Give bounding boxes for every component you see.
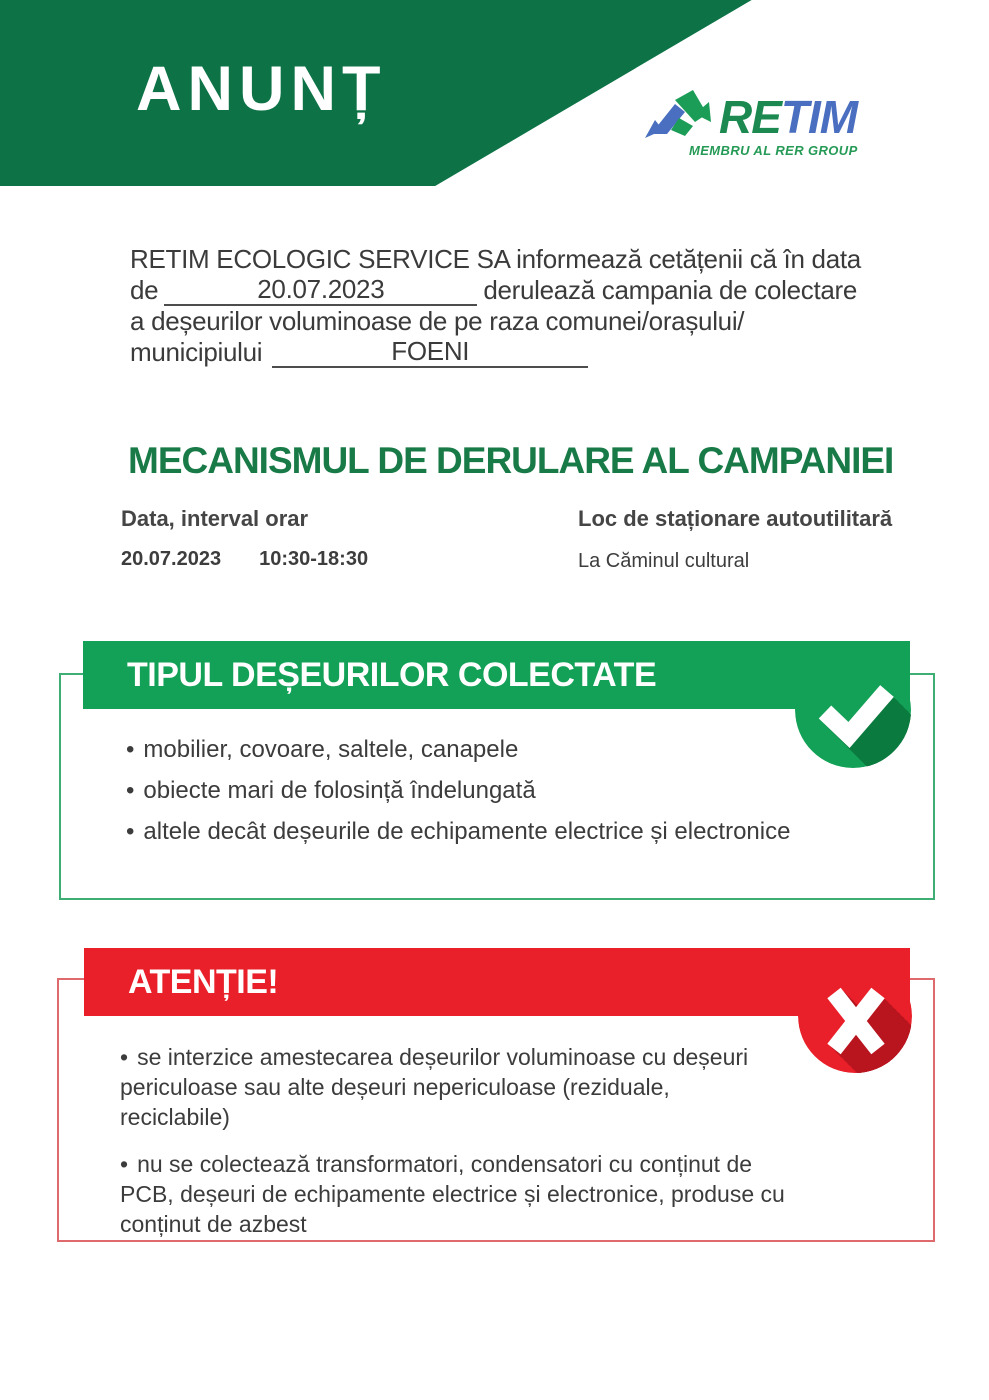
intro-line-4 <box>130 337 920 368</box>
intro-de-label: de <box>130 275 159 305</box>
date-blank-field: 20.07.2023 <box>164 275 477 306</box>
intro-line-2-rest: derulează campania de colectare <box>483 275 858 305</box>
attention-heading: ATENȚIE! <box>128 962 279 1001</box>
section-heading-mechanism: MECANISMUL DE DERULARE AL CAMPANIEI <box>128 440 894 481</box>
city-blank-field: FOENI <box>272 337 588 368</box>
collected-banner <box>83 641 910 709</box>
date-interval-values <box>121 548 368 571</box>
location-value: La Căminul cultural <box>578 550 750 572</box>
brand-logo <box>645 88 895 158</box>
collected-item: • obiecte mari de folosință îndelungată <box>126 778 926 804</box>
campaign-hours: 10:30-18:30 <box>259 548 369 570</box>
recycle-arrows-icon <box>645 88 717 140</box>
intro-line-1: RETIM ECOLOGIC SERVICE SA informează cetățenii că în data <box>130 244 861 274</box>
intro-line-2 <box>130 275 920 306</box>
collected-item: • mobilier, covoare, saltele, canapele <box>126 737 926 763</box>
collected-list <box>126 737 926 860</box>
attention-banner <box>84 948 910 1016</box>
attention-item: • nu se colectează transformatori, condensatori cu conținut de PCB, deșeuri de echipamente electrice și electronice, produse cu conținut de azbest <box>120 1149 785 1239</box>
brand-wordmark <box>719 91 858 143</box>
x-badge <box>798 959 912 1075</box>
collected-heading: TIPUL DEȘEURILOR COLECTATE <box>127 655 657 694</box>
location-label: Loc de staționare autoutilitară <box>578 506 893 531</box>
brand-row <box>645 88 895 143</box>
brand-tim: TIM <box>780 91 858 143</box>
intro-line-3: a deșeurilor voluminoase de pe raza comunei/orașului/ <box>130 306 745 336</box>
attention-list <box>120 1042 785 1256</box>
collected-item: • altele decât deșeurile de echipamente electrice și electronice <box>126 819 926 845</box>
intro-paragraph <box>130 244 920 368</box>
page-title: ANUNȚ <box>136 54 387 124</box>
brand-re: RE <box>719 91 781 143</box>
attention-item: • se interzice amestecarea deșeurilor voluminoase cu deșeuri periculoase sau alte deșeuri nepericuloase (reziduale, reciclabile) <box>120 1042 785 1132</box>
intro-municipality-label: municipiului <box>130 337 263 367</box>
brand-tagline: MEMBRU AL RER GROUP <box>689 143 858 158</box>
campaign-date: 20.07.2023 <box>121 548 222 570</box>
date-interval-label: Data, interval orar <box>121 506 309 531</box>
